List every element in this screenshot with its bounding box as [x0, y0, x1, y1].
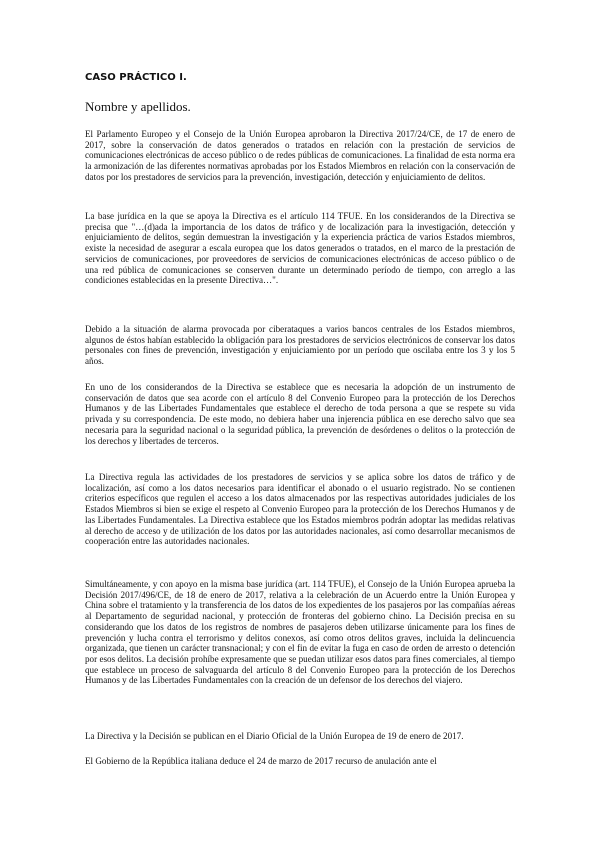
paragraph-5: La Directiva regula las actividades de los prestadores de servicios y se aplica sobre los datos de tráfico y de localización, así como a los datos necesarios para identificar el abonado o el usuario registrado. No se contienen criterios específicos que regulen el acceso a los datos almacenados por las respectivas autoridades judiciales de los Estados Miembros si bien se exige el respeto al Convenio Europeo para la protección de los Derechos Humanos y de las Libertades Fundamentales. La Directiva establece que los Estados miembros podrán adoptar las medidas relativas al derecho de acceso y de utilización de los datos por las autoridades nacionales, así como desarrollar mecanismos de cooperación entre las autoridades nacionales.	[85, 472, 515, 547]
paragraph-2: La base jurídica en la que se apoya la Directiva es el artículo 114 TFUE. En los considerandos de la Directiva se precisa que "…(d)ada la importancia de los datos de tráfico y de localización para la investigación, detección y enjuiciamiento de delitos, según demuestran la investigación y la experiencia práctica de varios Estados miembros, existe la necesidad de asegurar a escala europea que los datos generados o tratados, en el marco de la prestación de servicios de comunicaciones, por proveedores de servicios de comunicaciones electrónicas de acceso público o de una red pública de comunicaciones se conserven durante un determinado período de tiempo, con arreglo a las condiciones establecidas en la presente Directiva…".	[85, 211, 515, 286]
paragraph-8: El Gobierno de la República italiana deduce el 24 de marzo de 2017 recurso de anulación ante el	[85, 756, 437, 766]
paragraph-1: El Parlamento Europeo y el Consejo de la Unión Europea aprobaron la Directiva 2017/24/CE, de 17 de enero de 2017, sobre la conservación de datos generados o tratados en relación con la prestación de servicios de comunicaciones electrónicas de acceso público o de redes públicas de comunicaciones. La finalidad de esta norma era la armonización de las diferentes normativas aprobadas por los Estados Miembros en relación con la conservación de datos por los prestadores de servicios para la prevención, investigación, detección y enjuiciamiento de delitos.	[85, 129, 515, 182]
paragraph-3: Debido a la situación de alarma provocada por ciberataques a varios bancos centrales de los Estados miembros, algunos de éstos habían establecido la obligación para los prestadores de servicios electrónicos de conservar los datos personales con fines de prevención, investigación y enjuiciamiento por un período que oscilaba entre los 3 y los 5 años.	[85, 324, 515, 367]
document-title: CASO PRÁCTICO I.	[85, 72, 187, 83]
paragraph-4: En uno de los considerandos de la Directiva se establece que es necesaria la adopción de un instrumento de conservación de datos que sea acorde con el artículo 8 del Convenio Europeo para la protección de los Derechos Humanos y de las Libertades Fundamentales que establece el derecho de toda persona a que se respete su vida privada y su correspondencia. De este modo, no debiera haber una injerencia pública en ese derecho salvo que sea necesaria para la seguridad nacional o la seguridad pública, la prevención de desórdenes o delitos o la protección de los derechos y libertades de terceros.	[85, 382, 515, 446]
paragraph-7: La Directiva y la Decisión se publican en el Diario Oficial de la Unión Europea de 19 de enero de 2017.	[85, 731, 464, 741]
paragraph-6: Simultáneamente, y con apoyo en la misma base jurídica (art. 114 TFUE), el Consejo de la Unión Europea aprueba la Decisión 2017/496/CE, de 18 de enero de 2017, relativa a la celebración de un Acuerdo entre la Unión Europea y China sobre el tratamiento y la transferencia de los datos de los expedientes de los pasajeros por las compañías aéreas al Departamento de seguridad nacional, y protección de fronteras del gobierno chino. La Decisión precisa en su considerando que los datos de los registros de nombres de pasajeros deben utilizarse únicamente para los fines de prevención y lucha contra el terrorismo y delitos conexos, así como otros delitos graves, incluida la delincuencia organizada, que tienen un carácter transnacional; y con el fin de evitar la fuga en caso de orden de arresto o detención por esos delitos. La decisión prohíbe expresamente que se puedan utilizar esos datos para fines comerciales, al tiempo que establece un proceso de salvaguarda del artículo 8 del Convenio Europeo para la protección de los Derechos Humanos y de las Libertades Fundamentales con la creación de un defensor de los derechos del viajero.	[85, 579, 515, 686]
name-field-label: Nombre y apellidos.	[85, 99, 191, 114]
